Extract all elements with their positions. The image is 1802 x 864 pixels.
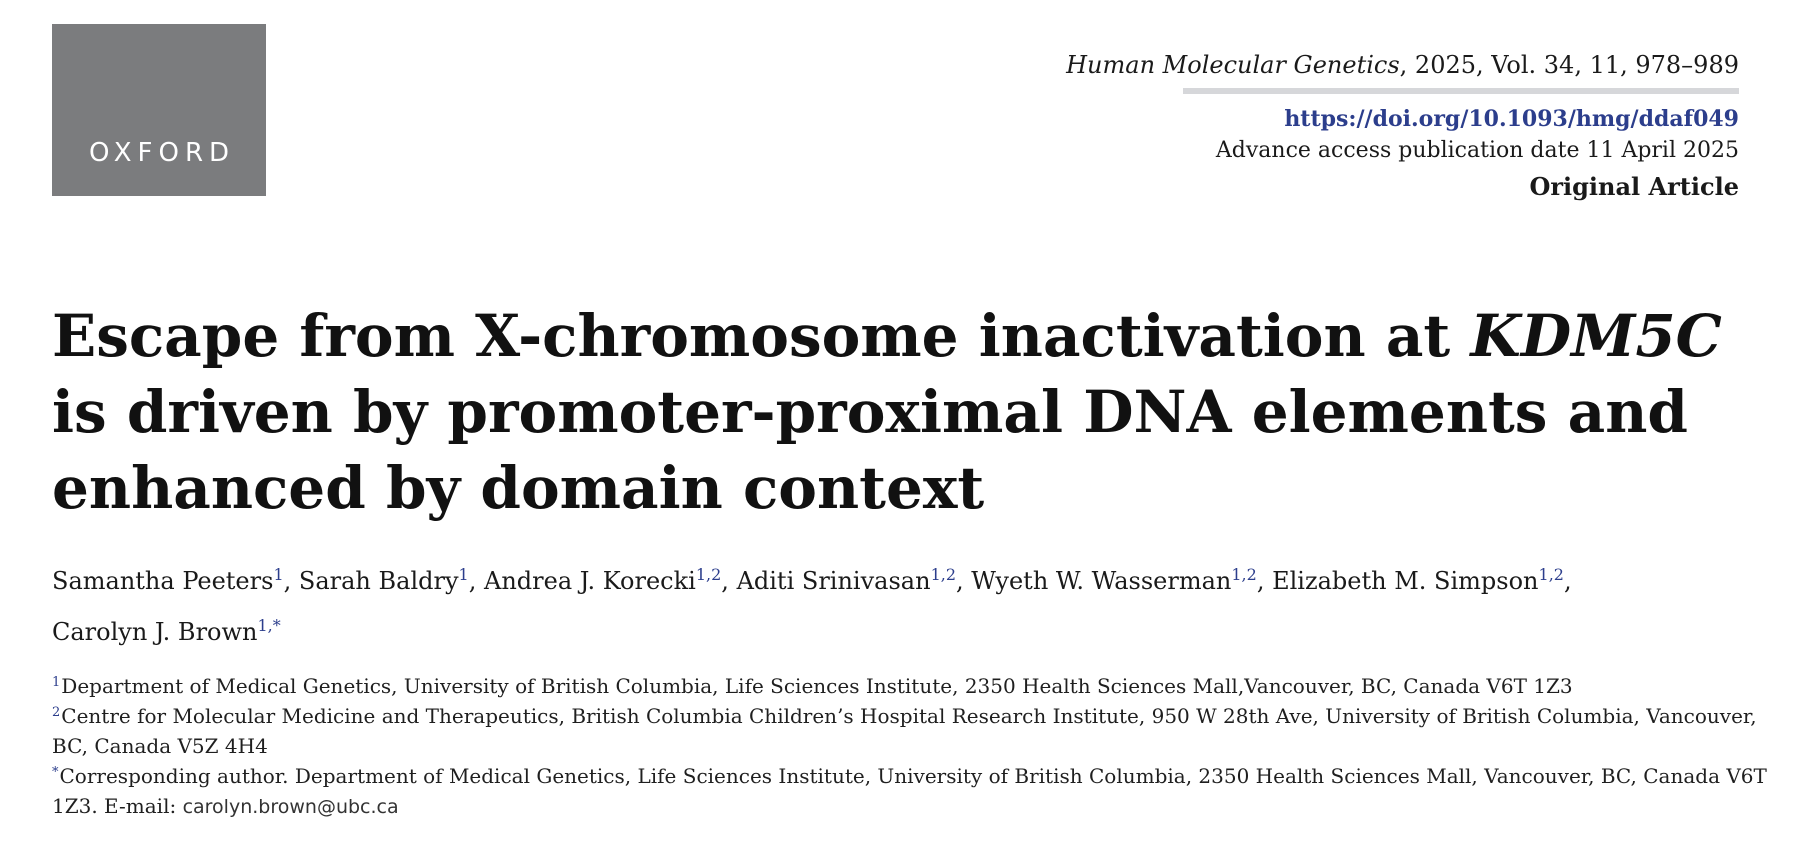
author[interactable]: Elizabeth M. Simpson$^{1,2}$ [1272, 565, 1564, 595]
author-affiliation-mark[interactable]: 1,2 [695, 565, 722, 584]
doi-link[interactable]: https://doi.org/10.1093/hmg/ddaf049 [1284, 106, 1739, 132]
author-affiliation-mark[interactable]: 1,* [257, 616, 281, 635]
email-link[interactable]: carolyn.brown@ubc.ca [182, 796, 399, 818]
author-affiliation-mark[interactable]: 1 [458, 565, 469, 584]
affiliation-1: $^1$Department of Medical Genetics, University of British Columbia, Life Sciences Institute, 2350 Health Sciences Mall,Vancouver, BC, Canada V6T 1Z3 [52, 674, 1573, 698]
article-title [52, 298, 1772, 526]
title-gene: KDM5C [1470, 302, 1722, 370]
author-list: Samantha Peeters$^1$, Sarah Baldry$^1$, Andrea J. Korecki$^{1,2}$, Aditi Srinivasan$^{1,2}$, Wyeth W. Wasserman$^{1,2}$, Elizabeth M. Simpson$^{1,2}$, Carolyn J. Brown$^{1,*}$ [52, 565, 1572, 646]
author[interactable]: Andrea J. Korecki$^{1,2}$ [483, 565, 722, 595]
author[interactable]: Samantha Peeters$^1$ [52, 565, 284, 595]
journal-citation [1066, 48, 1739, 82]
logo-text: OXFORD [88, 138, 236, 168]
title-part-2: is driven by promoter-proximal DNA elements and enhanced by domain context [52, 378, 1688, 522]
author-affiliation-mark[interactable]: 1,2 [930, 565, 957, 584]
author[interactable]: Aditi Srinivasan$^{1,2}$ [736, 565, 957, 595]
author-affiliation-mark[interactable]: 1,2 [1231, 565, 1257, 584]
author-affiliation-mark[interactable]: 1,2 [1538, 565, 1564, 584]
oxford-logo [52, 24, 266, 196]
author[interactable]: Wyeth W. Wasserman$^{1,2}$ [971, 565, 1257, 595]
corresponding-author: *Corresponding author. Department of Medical Genetics, Life Sciences Institute, University of British Columbia, 2350 Health Sciences Mall, Vancouver, BC, Canada V6T 1Z3. E-mail: carolyn.brown@ubc.ca [52, 764, 1767, 818]
header-divider [1183, 88, 1739, 94]
title-part-1: Escape from X-chromosome inactivation at [52, 302, 1471, 370]
author[interactable]: Sarah Baldry$^1$ [298, 565, 469, 595]
journal-volume: , 2025, Vol. 34, 11, 978–989 [1399, 51, 1739, 79]
author[interactable]: Carolyn J. Brown$^{1,*}$ [52, 616, 281, 646]
journal-name: Human Molecular Genetics [1066, 51, 1400, 79]
article-type: Original Article [1529, 172, 1739, 201]
advance-access-date: Advance access publication date 11 April 2025 [1215, 138, 1739, 163]
author-affiliation-mark[interactable]: 1 [273, 565, 284, 584]
affiliations [52, 671, 1772, 822]
affiliation-2: $^2$Centre for Molecular Medicine and Therapeutics, British Columbia Children’s Hospital Research Institute, 950 W 28th Ave, University of British Columbia, Vancouver, BC, Canada V5Z 4H4 [52, 704, 1757, 758]
journal-meta [1066, 48, 1739, 207]
